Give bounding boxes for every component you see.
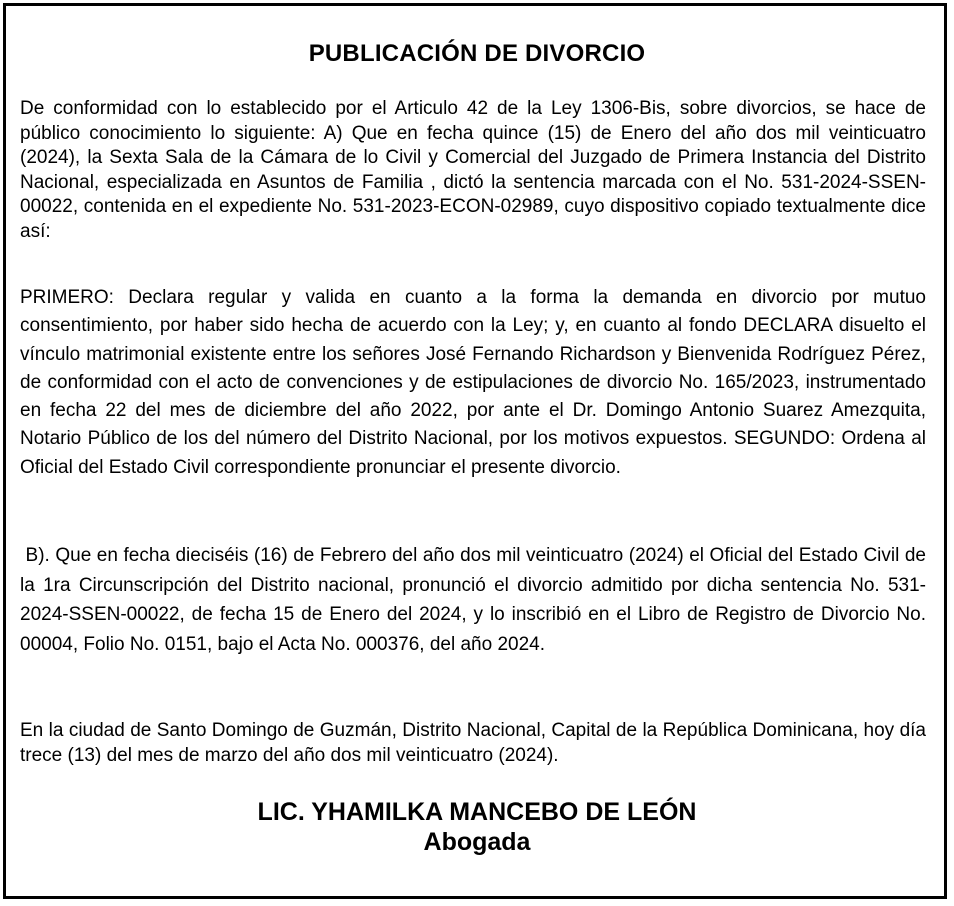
paragraph-intro: De conformidad con lo establecido por el Articulo 42 de la Ley 1306-Bis, sobre divorcios, se hace de público conocimiento lo siguiente: A) Que en fecha quince (15) de Enero del año dos mil veinticuatro (2024), la Sexta Sala de la Cámara de lo Civil y Comercial del Juzgado de Primera Instancia del Distrito Nacional, especializada en Asuntos de Familia , dictó la sentencia marcada con el No. 531-2024-SSEN-00022, contenida en el expediente No. 531-2023-ECON-02989, cuyo dispositivo copiado textualmente dice así: bbox=[20, 98, 926, 242]
document-title: PUBLICACIÓN DE DIVORCIO bbox=[308, 40, 646, 67]
signature-role: Abogada bbox=[423, 828, 531, 856]
paragraph-primero: PRIMERO: Declara regular y valida en cuanto a la forma la demanda en divorcio por mutuo consentimiento, por haber sido hecha de acuerdo con la Ley; y, en cuanto al fondo DECLARA disuelto el vínculo matrimonial existente entre los señores José Fernando Richardson y Bienvenida Rodríguez Pérez, de conformidad con el acto de convenciones y de estipulaciones de divorcio No. 165/2023, instrumentado en fecha 22 del mes de diciembre del año 2022, por ante el Dr. Domingo Antonio Suarez Amezquita, Notario Público de los del número del Distrito Nacional, por los motivos expuestos. SEGUNDO: Ordena al Oficial del Estado Civil correspondiente pronunciar el presente divorcio. bbox=[20, 287, 926, 478]
paragraph-closing: En la ciudad de Santo Domingo de Guzmán, Distrito Nacional, Capital de la República Dominicana, hoy día trece (13) del mes de marzo del año dos mil veinticuatro (2024). bbox=[20, 720, 926, 766]
signature-block bbox=[0, 797, 954, 857]
signature-name: LIC. YHAMILKA MANCEBO DE LEÓN bbox=[257, 798, 697, 826]
paragraph-b: B). Que en fecha dieciséis (16) de Febrero del año dos mil veinticuatro (2024) el Oficial del Estado Civil de la 1ra Circunscripción del Distrito nacional, pronunció el divorcio admitido por dicha sentencia No. 531-2024-SSEN-00022, de fecha 15 de Enero del 2024, y lo inscribió en el Libro de Registro de Divorcio No. 00004, Folio No. 0151, bajo el Acta No. 000376, del año 2024. bbox=[20, 545, 926, 655]
